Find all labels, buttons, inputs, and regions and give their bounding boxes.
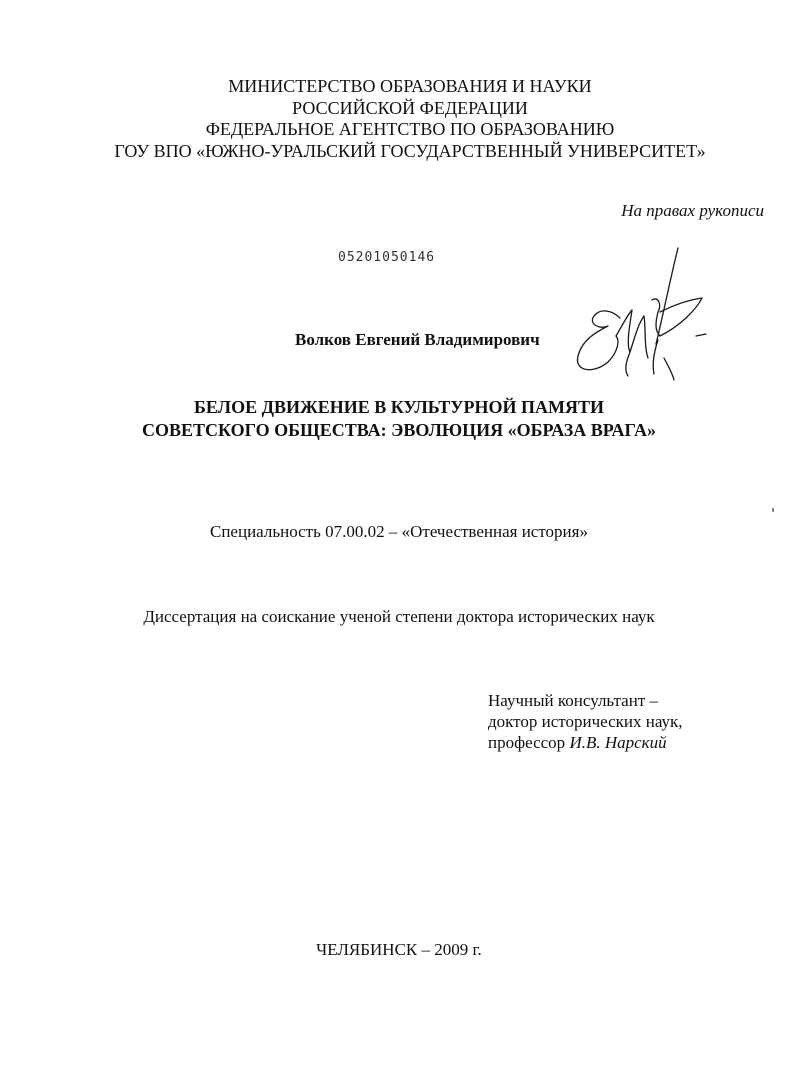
header-line-ministry: МИНИСТЕРСТВО ОБРАЗОВАНИЯ И НАУКИ [228,76,592,96]
header-line-federation: РОССИЙСКОЙ ФЕДЕРАЦИИ [292,97,528,118]
dissertation-title [60,396,738,442]
handwritten-signature [560,240,710,390]
specialty: Специальность 07.00.02 – «Отечественная история» [210,522,588,541]
advisor-name: И.В. Нарский [569,733,667,752]
manuscript-note: На правах рукописи [621,201,764,220]
advisor-degree: доктор исторических наук, [488,712,683,731]
header-line-university: ГОУ ВПО «ЮЖНО-УРАЛЬСКИЙ ГОСУДАРСТВЕННЫЙ УНИВЕРСИТЕТ» [114,140,706,161]
dissertation-degree: Диссертация на соискание ученой степени доктора исторических наук [143,607,655,626]
author-name: Волков Евгений Владимирович [295,330,540,349]
scientific-advisor [488,690,683,753]
title-line-2: СОВЕТСКОГО ОБЩЕСТВА: ЭВОЛЮЦИЯ «ОБРАЗА ВРАГА» [141,420,656,440]
scan-speck [772,508,774,512]
header-line-agency: ФЕДЕРАЛЬНОЕ АГЕНТСТВО ПО ОБРАЗОВАНИЮ [205,119,615,139]
advisor-rank: профессор [488,733,570,752]
institution-header [60,76,760,162]
city-year: ЧЕЛЯБИНСК – 2009 г. [316,940,482,959]
advisor-title-line [488,732,683,753]
advisor-role: Научный консультант – [488,691,658,710]
catalog-number: 05201050146 [338,250,436,265]
title-line-1: БЕЛОЕ ДВИЖЕНИЕ В КУЛЬТУРНОЙ ПАМЯТИ [194,397,604,417]
